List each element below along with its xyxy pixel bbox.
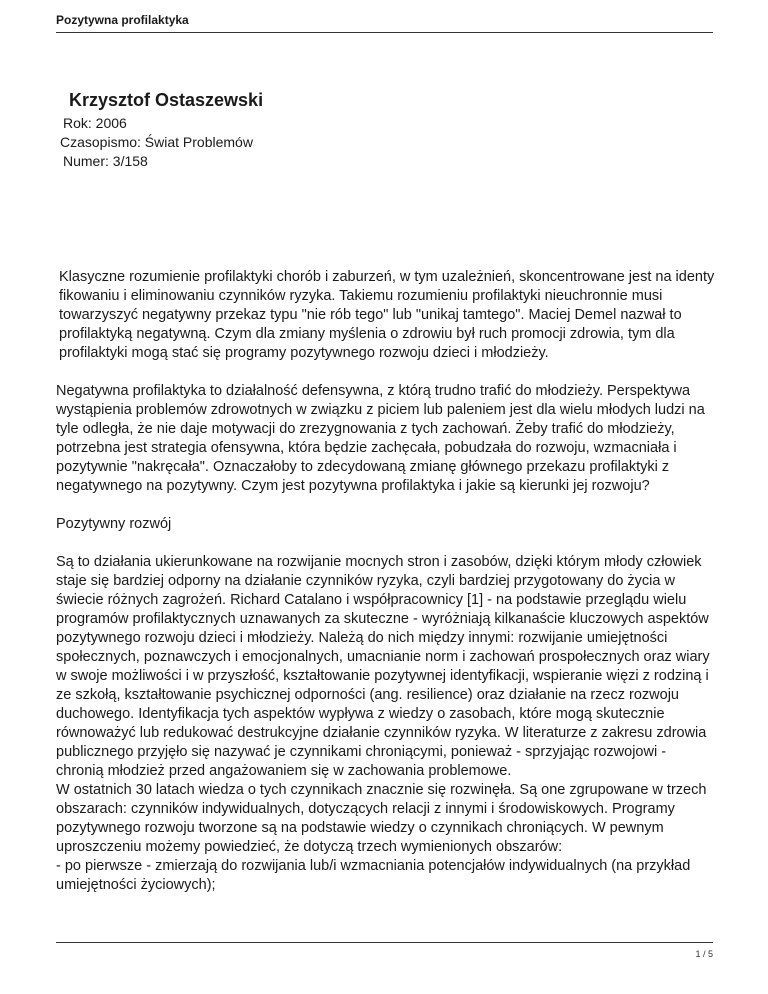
meta-journal: Czasopismo: Świat Problemów xyxy=(60,134,253,150)
paragraph-protective-factors: W ostatnich 30 latach wiedza o tych czynnikach znacznie się rozwinęła. Są one zgrupowane w trzech obszarach: czynników indywidualnych, dotyczących relacji z innymi i środowiskowych. Programy pozytywnego rozwoju tworzone są na podstawie wiedzy o czynnikach chroniących. W pewnym uproszczeniu możemy powiedzieć, że dotyczą trzech wymienionych obszarów: xyxy=(56,782,707,855)
author-name: Krzysztof Ostaszewski xyxy=(69,90,264,110)
paragraph-intro: Klasyczne rozumienie profilaktyki chorób i zaburzeń, w tym uzależnień, skoncentrowane jest na identy fikowaniu i eliminowaniu czynników ryzyka. Takiemu rozumieniu profilaktyki nieuchronnie musi towarzyszyć negatywny przekaz typu "nie rób tego" lub "unikaj tamtego". Maciej Demel nazwał to profilaktyką negatywną. Czym dla zmiany myślenia o zdrowiu był ruch promocji zdrowia, tym dla profilaktyki mogą stać się programy pozytywnego rozwoju dzieci i młodzieży. xyxy=(59,269,715,361)
meta-year: Rok: 2006 xyxy=(63,115,127,131)
page-number: 1 / 5 xyxy=(695,949,713,959)
header-title: Pozytywna profilaktyka xyxy=(56,13,189,27)
paragraph-negative-prevention: Negatywna profilaktyka to działalność defensywna, z którą trudno trafić do młodzieży. Perspektywa wystąpienia problemów zdrowotnych w związku z piciem lub paleniem jest dla wielu młodych ludzi na tyle odległa, że nie daje motywacji do zrezygnowania z tych zachowań. Żeby trafić do młodzieży, potrzebna jest strategia ofensywna, która będzie zachęcała, pobudzała do rozwoju, wzmacniała i pozytywnie "nakręcała". Oznaczałoby to zdecydowaną zmianę głównego przekazu profilaktyki z negatywnego na pozytywny. Czym jest pozytywna profilaktyka i jakie są kierunki jej rozwoju? xyxy=(56,383,705,494)
page-header xyxy=(56,12,713,33)
meta-issue: Numer: 3/158 xyxy=(63,153,148,169)
paragraph-list-item-1: - po pierwsze - zmierzają do rozwijania lub/i wzmacniania potencjałów indywidualnych (na przykład umiejętności życiowych); xyxy=(56,858,691,893)
page-footer xyxy=(56,942,713,967)
article-body xyxy=(56,268,716,895)
paragraph-positive-development: Są to działania ukierunkowane na rozwijanie mocnych stron i zasobów, dzięki którym młody człowiek staje się bardziej odporny na działanie czynników ryzyka, czyli bardziej przygotowany do życia w świecie różnych zagrożeń. Richard Catalano i współpracownicy [1] - na podstawie przeglądu wielu programów profilaktycznych uznawanych za skuteczne - wyróżniają kilkanaście kluczowych aspektów pozytywnego rozwoju dzieci i młodzieży. Należą do nich między innymi: rozwijanie umiejętności społecznych, poznawczych i emocjonalnych, umacnianie norm i zachowań prospołecznych oraz wiary w swoje możliwości i w przyszłość, kształtowanie pozytywnej identyfikacji, wspieranie więzi z rodziną i ze szkołą, kształtowanie psychicznej odporności (ang. resilience) oraz działanie na rzecz rozwoju duchowego. Identyfikacja tych aspektów wypływa z wiedzy o zasobach, które mogą skutecznie równoważyć lub redukować destrukcyjne działanie czynników ryzyka. W literaturze z zakresu zdrowia publicznego przyjęło się nazywać je czynnikami chroniącymi, ponieważ - sprzyjając rozwojowi - chronią młodzież przed angażowaniem się w zachowania problemowe. xyxy=(56,554,710,779)
article-meta xyxy=(60,88,680,171)
section-heading: Pozytywny rozwój xyxy=(56,516,172,532)
